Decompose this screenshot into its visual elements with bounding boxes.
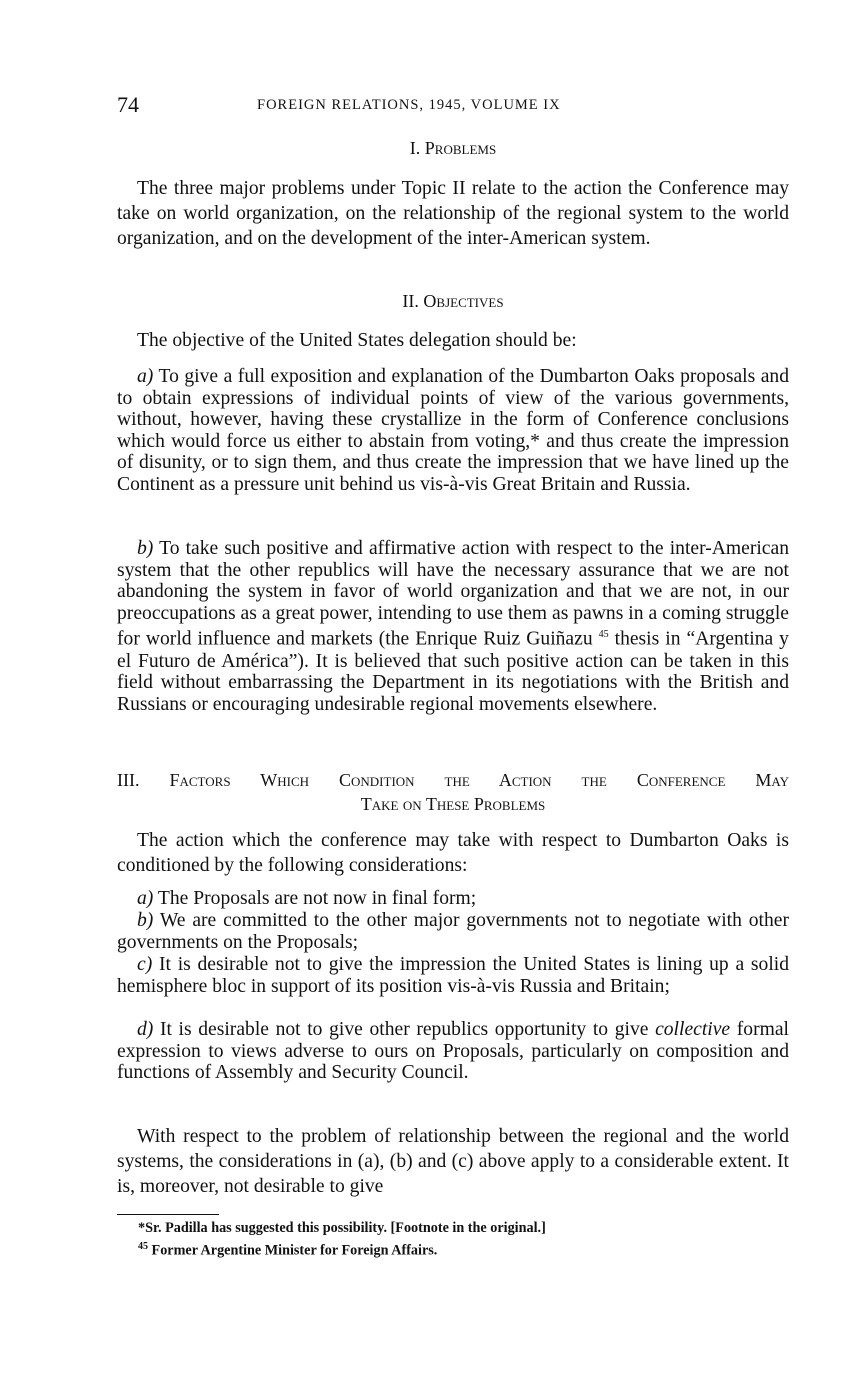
problems-paragraph: The three major problems under Topic II relate to the action the Conference may take on world organization, on the relationship of the regional system to the world organization, and on the development of the inter-American system. (117, 178, 789, 249)
page-number: 74 (117, 92, 139, 117)
item-label: b) (137, 910, 154, 931)
item-label: d) (137, 1019, 154, 1040)
objective-item-a (117, 366, 789, 496)
objectives-intro: The objective of the United States delegation should be: (137, 330, 577, 351)
item-label: a) (137, 366, 154, 387)
item-text: It is desirable not to give other republics opportunity to give (159, 1019, 649, 1040)
footnote-ref-45: 45 (598, 629, 609, 641)
item-text: To take such positive and affirmative action with respect to the inter-American system that the other republics will have the necessary assurance that we are not abandoning the system in favor of world organization and that we are not, in our preoccupations as a great power, intending to use them as pawns in a coming struggle for world influence and markets (the Enrique Ruiz Guiñazu (117, 538, 789, 650)
item-label: b) (137, 538, 154, 559)
item-text-cont: thesis in “Argentina y el Futuro de América”). It is believed that such positive action can be taken in this field without embarrassing the Department in its negotiations with the British and Russians or encouraging undesirable regional movements elsewhere. (117, 628, 789, 715)
section-heading-problems: I. Problems (409, 138, 497, 158)
item-text: We are committed to the other major governments not to negotiate with other governments on the Proposals; (117, 910, 790, 953)
heading-line-1: III. Factors Which Condition the Action the Conference May (117, 770, 789, 790)
page-header (117, 92, 789, 118)
footnote-divider (117, 1214, 219, 1215)
running-head: FOREIGN RELATIONS, 1945, VOLUME IX (257, 97, 561, 113)
factor-item-a (117, 888, 789, 910)
heading-line-2: Take on These Problems (360, 794, 546, 814)
item-text: To give a full exposition and explanation of the Dumbarton Oaks proposals and to obtain expressions of individual points of view of the various governments, without, however, having these crystallize in the form of Conference conclusions which would force us either to abstain from voting,* and thus create the impression of disunity, or to sign them, and thus create the impression that we have lined up the Continent as a pressure unit behind us vis-à-vis Great Britain and Russia. (117, 366, 789, 495)
item-text: It is desirable not to give the impression the United States is lining up a solid hemisphere bloc in support of its position vis-à-vis Russia and Britain; (117, 954, 789, 997)
factor-item-c (117, 954, 789, 997)
footnote-star: *Sr. Padilla has suggested this possibility. [Footnote in the original.] (138, 1220, 546, 1236)
factors-intro: The action which the conference may take with respect to Dumbarton Oaks is conditioned by the following considerations: (117, 830, 789, 876)
footnote-45 (138, 1238, 437, 1260)
footnote-marker: 45 (138, 1241, 148, 1252)
item-label: a) (137, 888, 154, 909)
closing-paragraph: With respect to the problem of relationship between the regional and the world systems, the considerations in (a), (b) and (c) above apply to a considerable extent. It is, moreover, not desirable to give (117, 1126, 789, 1197)
section-heading-objectives: II. Objectives (402, 291, 504, 311)
section-heading-factors (117, 768, 789, 816)
item-text-cont: formal expression to views adverse to ours on Proposals, particularly on composition and functions of Assembly and Security Council. (117, 1019, 789, 1084)
factor-item-b (117, 910, 789, 953)
footnote-text: Former Argentine Minister for Foreign Affairs. (151, 1242, 438, 1259)
item-label: c) (137, 954, 153, 975)
item-text: The Proposals are not now in final form; (157, 888, 477, 909)
factor-item-d (117, 1019, 789, 1084)
objective-item-b (117, 538, 789, 715)
emphasis-collective: collective (655, 1019, 731, 1040)
